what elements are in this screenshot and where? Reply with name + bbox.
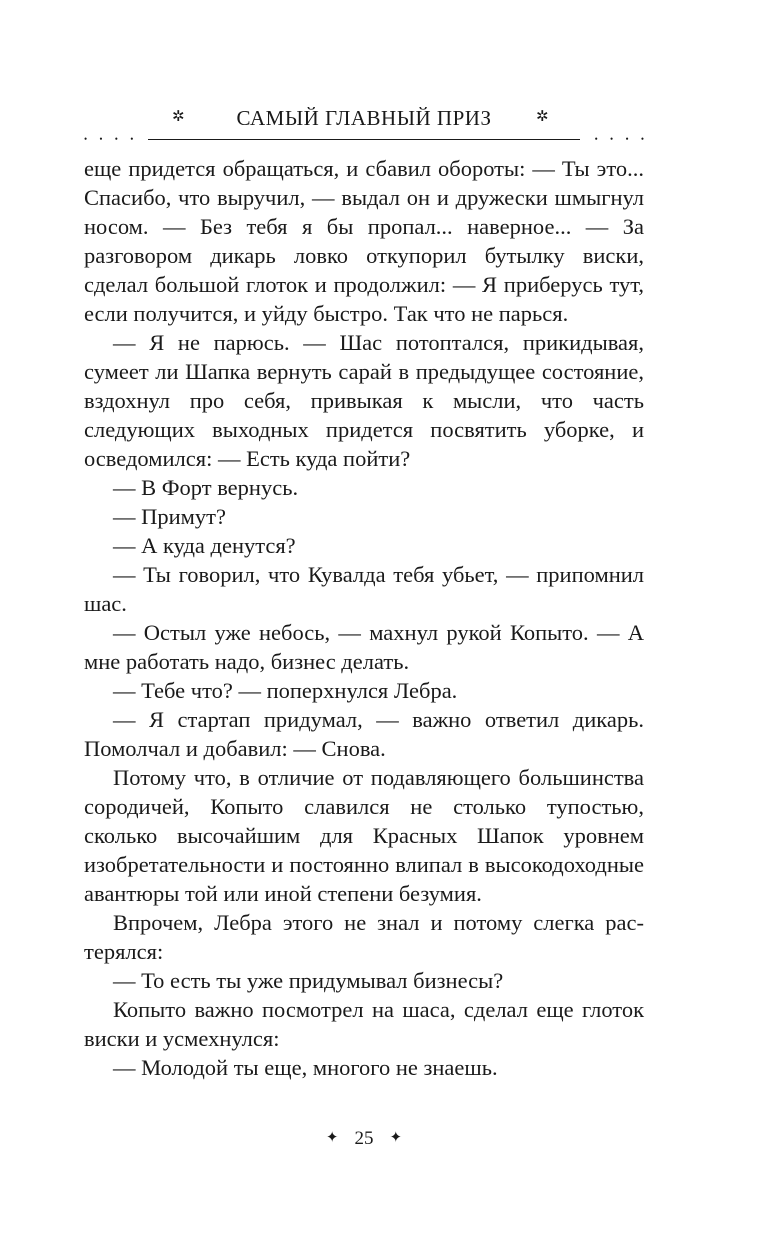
running-title: САМЫЙ ГЛАВНЫЙ ПРИЗ <box>236 106 492 130</box>
paragraph: — Я не парюсь. — Шас потоптался, прикидывая, сумеет ли Шапка вернуть сарай в предыдущее состояние, вздохнул про себя, привыкая к мысли, что часть следующих выходных придется посвятить уборке, и осведомился: — Есть куда пойти? <box>84 330 644 471</box>
star-ornament-icon: ✦ <box>389 1130 403 1146</box>
paragraph: — Молодой ты еще, многого не знаешь. <box>113 1055 498 1080</box>
paragraph: — Примут? <box>113 504 226 529</box>
paragraph: — Я стартап придумал, — важно ответил дикарь. Помолчал и добавил: — Снова. <box>84 707 644 761</box>
body-text <box>84 154 644 1082</box>
dots-ornament-icon: • • • • <box>84 134 139 144</box>
paragraph: — В Форт вернусь. <box>113 475 299 500</box>
star-ornament-icon: ✦ <box>325 1130 339 1146</box>
paragraph: Впрочем, Лебра этого не знал и потому слегка растерялся: <box>84 910 644 964</box>
star-ornament-icon: ✲ <box>172 109 185 125</box>
paragraph: еще придется обращаться, и сбавил обороты: — Ты это... Спасибо, что выручил, — выдал он и дружески шмыгнул носом. — Без тебя я бы пропал... наверное... — За разговором дикарь ловко откупорил бутылку виски, сделал большой глоток и продолжил: — Я приберусь тут, если получится, и уйду быстро. Так что не парься. <box>84 156 644 326</box>
dots-ornament-icon: • • • • <box>594 134 649 144</box>
paragraph: Потому что, в отличие от подавляющего большинства сородичей, Копыто славился не столько тупостью, сколько высочайшим для Красных Шапок уровнем изобретательности и постоянно влипал в высокодоходные авантюры той или иной степени безумия. <box>84 765 644 906</box>
paragraph: — Остыл уже небось, — махнул рукой Копыто. — А мне работать надо, бизнес делать. <box>84 620 644 674</box>
page-number: 25 <box>354 1128 374 1149</box>
paragraph: — Тебе что? — поперхнулся Лебра. <box>113 678 458 703</box>
paragraph: Копыто важно посмотрел на шаса, сделал еще глоток виски и усмехнулся: <box>84 997 644 1051</box>
header-rule <box>84 134 649 146</box>
paragraph: — Ты говорил, что Кувалда тебя убьет, — припомнил шас. <box>84 562 644 616</box>
divider-line <box>148 139 580 140</box>
star-ornament-icon: ✲ <box>536 109 549 125</box>
running-header <box>84 104 644 134</box>
page-footer <box>84 1128 644 1150</box>
paragraph: — То есть ты уже придумывал бизнесы? <box>113 968 504 993</box>
paragraph: — А куда денутся? <box>113 533 296 558</box>
